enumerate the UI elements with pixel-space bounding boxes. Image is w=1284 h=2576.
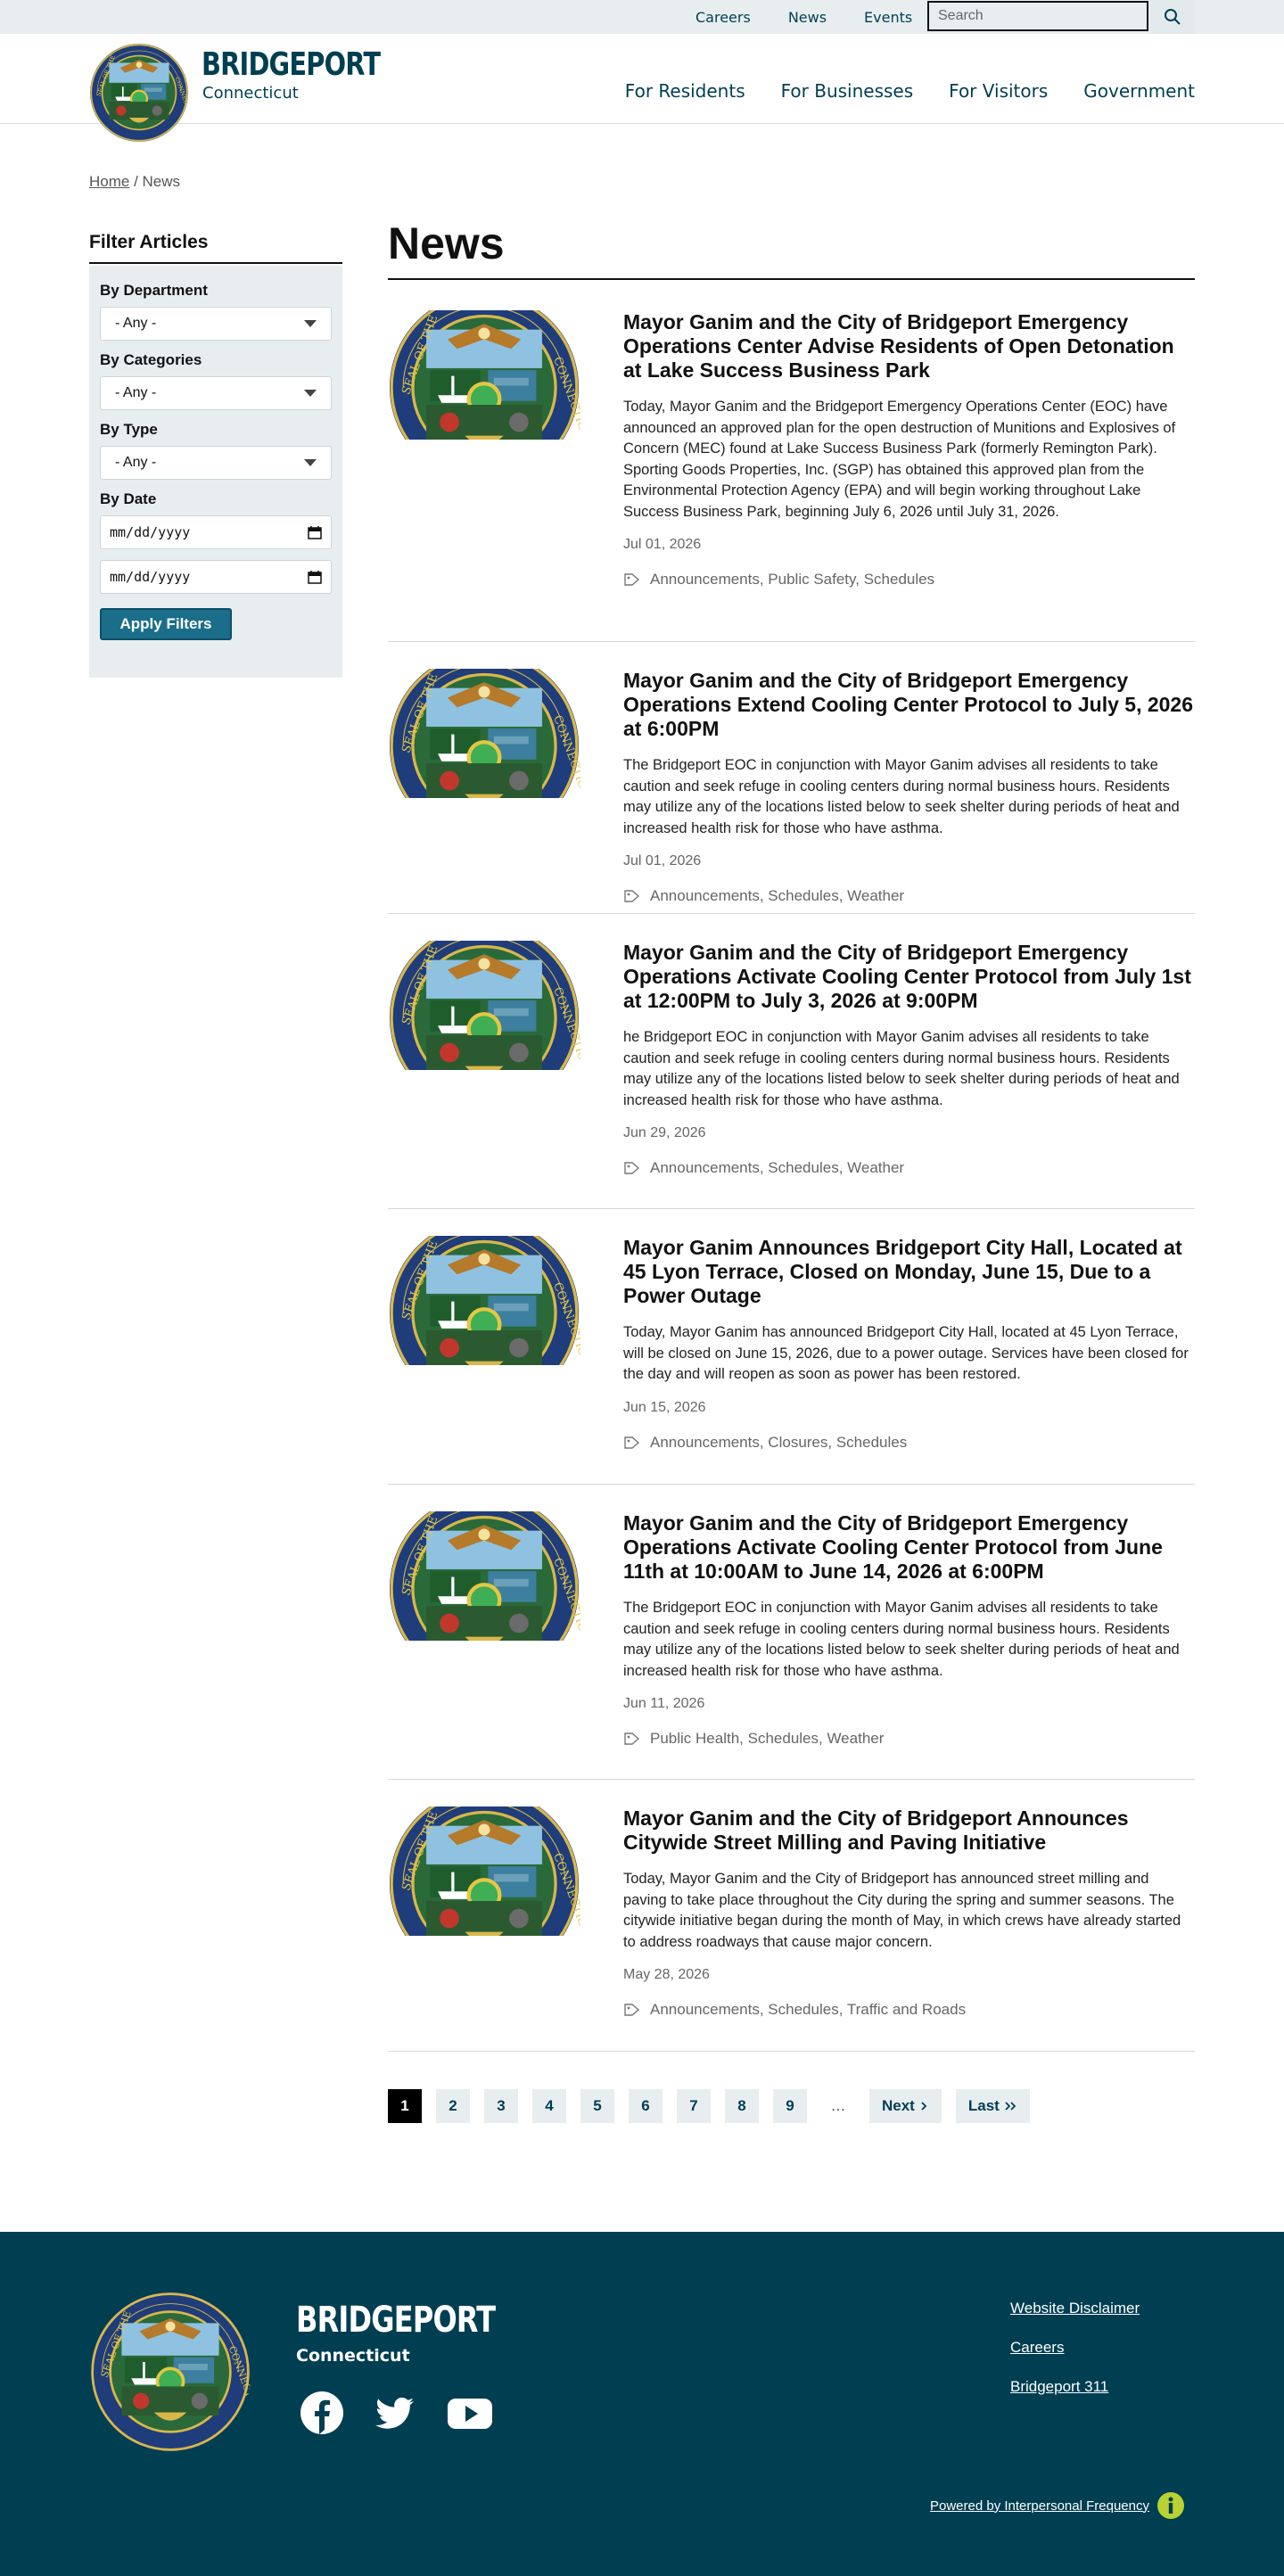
nav-for-businesses[interactable]: For Businesses	[780, 80, 914, 102]
date-label: By Date	[100, 490, 157, 507]
article-tags	[623, 1434, 1195, 1452]
article-item	[388, 1209, 1195, 1485]
article-date: Jul 01, 2026	[623, 853, 702, 868]
article-item	[388, 284, 1195, 642]
article-summary: Today, Mayor Ganim has announced Bridgeport City Hall, located at 45 Lyon Terrace, will be closed on June 15, 2026, due to a power outage. Services have been closed for the day and will reopen as soon as power has been restored.	[623, 1324, 1189, 1382]
last-page-button[interactable]	[956, 2089, 1030, 2123]
page-2-button[interactable]: 2	[436, 2089, 470, 2123]
article-date: Jun 11, 2026	[623, 1696, 705, 1711]
department-select-value: - Any -	[115, 316, 157, 331]
article-tags	[623, 887, 1195, 905]
article-summary: he Bridgeport EOC in conjunction with Mayor Ganim advises all residents to take caution and seek refuge in cooling centers during normal business hours. Residents may utilize any of the locations listed below to seek shelter during periods of heat and increased health risk for those who have asthma.	[623, 1029, 1180, 1108]
chevron-down-icon	[304, 459, 317, 466]
footer-link-bridgeport-311[interactable]: Bridgeport 311	[1010, 2378, 1109, 2395]
article-date: Jul 01, 2026	[623, 537, 702, 552]
page-4-button[interactable]: 4	[532, 2089, 566, 2123]
powered-by	[930, 2491, 1185, 2520]
date-to-input[interactable]	[100, 560, 332, 594]
type-label: By Type	[100, 421, 158, 438]
article-item	[388, 1485, 1195, 1780]
apply-filters-button[interactable]: Apply Filters	[100, 608, 232, 640]
tag-icon	[623, 2003, 641, 2017]
article-thumbnail[interactable]	[388, 1511, 580, 1641]
footer-link-careers[interactable]: Careers	[1010, 2339, 1065, 2356]
main-nav	[589, 80, 1195, 102]
nav-government[interactable]: Government	[1083, 80, 1195, 102]
article-tags-text[interactable]: Announcements, Schedules, Weather	[650, 1159, 905, 1176]
type-select-value: - Any -	[115, 455, 157, 470]
page-8-button[interactable]: 8	[725, 2089, 759, 2123]
brand-name[interactable]: BRIDGEPORT	[202, 46, 381, 83]
article-summary: Today, Mayor Ganim and the Bridgeport Emergency Operations Center (EOC) have announced an approved plan for the open destruction of Munitions and Explosives of Concern (MEC) found at Lake Success Business Park (formerly Remington Park). Sporting Goods Properties, Inc. (SGP) has obtained this approved plan from the Environmental Protection Agency (EPA) and will begin working throughout Lake Success Business Park, beginning July 6, 2026 until July 31, 2026.	[623, 399, 1176, 520]
chevron-right-icon	[918, 2101, 929, 2111]
page-1-button[interactable]: 1	[388, 2089, 422, 2123]
categories-label: By Categories	[100, 351, 202, 368]
breadcrumb-current: News	[142, 173, 181, 190]
article-title[interactable]: Mayor Ganim and the City of Bridgeport Emergency Operations Center Advise Residents of Open Detonation at Lake Success Business Park	[623, 310, 1174, 382]
article-tags-text[interactable]: Announcements, Schedules, Traffic and Roads	[650, 2001, 967, 2018]
article-tags	[623, 2001, 1195, 2019]
filter-panel	[89, 266, 342, 678]
breadcrumb-home[interactable]: Home	[89, 173, 130, 190]
article-thumbnail[interactable]	[388, 1236, 580, 1365]
social-links	[300, 2391, 523, 2440]
footer-links	[1010, 2300, 1140, 2417]
chevron-down-icon	[304, 320, 317, 327]
page-7-button[interactable]: 7	[677, 2089, 711, 2123]
department-label: By Department	[100, 282, 208, 299]
article-thumbnail[interactable]	[388, 669, 580, 798]
double-chevron-right-icon	[1003, 2101, 1017, 2111]
article-tags-text[interactable]: Public Health, Schedules, Weather	[650, 1730, 885, 1747]
department-select[interactable]	[100, 307, 332, 341]
footer-brand-name[interactable]: BRIDGEPORT	[296, 2300, 496, 2341]
date-from-placeholder: mm/dd/yyyy	[110, 524, 191, 540]
site-header	[0, 34, 1284, 124]
article-title[interactable]: Mayor Ganim and the City of Bridgeport Emergency Operations Activate Cooling Center Protocol from June 11th at 10:00AM to June 14, 2026 at 6:00PM	[623, 1511, 1163, 1583]
article-thumbnail[interactable]	[388, 1806, 580, 1936]
facebook-icon[interactable]	[300, 2391, 344, 2440]
youtube-icon[interactable]	[446, 2391, 494, 2440]
article-item	[388, 914, 1195, 1209]
article-tags	[623, 571, 1195, 588]
powered-by-link[interactable]: Powered by Interpersonal Frequency	[930, 2498, 1149, 2514]
breadcrumb	[89, 173, 180, 191]
type-select[interactable]	[100, 446, 332, 480]
article-tags	[623, 1730, 1195, 1748]
article-summary: The Bridgeport EOC in conjunction with Mayor Ganim advises all residents to take caution and seek refuge in cooling centers during normal business hours. Residents may utilize any of the locations listed below to seek shelter during periods of heat and increased health risk for those who have asthma.	[623, 1600, 1180, 1679]
utility-link-events[interactable]: Events	[864, 8, 913, 26]
article-list	[388, 284, 1195, 2052]
twitter-icon[interactable]	[373, 2391, 417, 2440]
footer-link-website-disclaimer[interactable]: Website Disclaimer	[1010, 2300, 1140, 2317]
page-5-button[interactable]: 5	[580, 2089, 614, 2123]
article-tags-text[interactable]: Announcements, Schedules, Weather	[650, 887, 905, 904]
article-summary: Today, Mayor Ganim and the City of Bridgeport has announced street milling and paving to take place throughout the City during the spring and summer seasons. The citywide initiative began during the month of May, in which crews have already started to address roadways that cause major concern.	[623, 1871, 1181, 1950]
date-from-input[interactable]	[100, 515, 332, 549]
tag-icon	[623, 1436, 641, 1450]
next-page-button[interactable]	[869, 2089, 942, 2123]
article-tags-text[interactable]: Announcements, Public Safety, Schedules	[650, 571, 935, 588]
article-date: Jun 29, 2026	[623, 1125, 706, 1140]
city-seal-logo[interactable]	[89, 2291, 251, 2453]
utility-bar	[0, 0, 1284, 34]
tag-icon	[623, 1732, 641, 1746]
article-date: Jun 15, 2026	[623, 1399, 706, 1415]
date-to-placeholder: mm/dd/yyyy	[110, 569, 191, 585]
search-input[interactable]	[927, 1, 1148, 31]
article-item	[388, 642, 1195, 914]
article-title[interactable]: Mayor Ganim and the City of Bridgeport Emergency Operations Activate Cooling Center Protocol from July 1st at 12:00PM to July 3, 2026 at 9:00PM	[623, 941, 1191, 1012]
city-seal-logo[interactable]	[89, 43, 189, 143]
page-6-button[interactable]: 6	[629, 2089, 663, 2123]
page-3-button[interactable]: 3	[484, 2089, 518, 2123]
nav-for-residents[interactable]: For Residents	[624, 80, 745, 102]
calendar-icon[interactable]	[308, 570, 322, 584]
article-thumbnail[interactable]	[388, 310, 580, 440]
pagination	[388, 2089, 1044, 2123]
article-tags-text[interactable]: Announcements, Closures, Schedules	[650, 1433, 908, 1451]
utility-link-news[interactable]: News	[787, 8, 827, 26]
tag-icon	[623, 1161, 641, 1175]
search-icon	[1164, 8, 1181, 26]
article-item	[388, 1780, 1195, 2052]
article-title[interactable]: Mayor Ganim and the City of Bridgeport Announces Citywide Street Milling and Paving Initiative	[623, 1806, 1129, 1854]
breadcrumb-separator: /	[129, 173, 143, 190]
page-title: News	[388, 218, 1195, 280]
article-thumbnail[interactable]	[388, 941, 580, 1070]
article-title[interactable]: Mayor Ganim and the City of Bridgeport Emergency Operations Extend Cooling Center Protocol to July 5, 2026 at 6:00PM	[623, 669, 1194, 740]
next-page-label: Next	[882, 2097, 915, 2114]
chevron-down-icon	[304, 390, 317, 397]
interpersonal-frequency-logo-icon[interactable]	[1156, 2491, 1185, 2520]
search-button[interactable]	[1150, 0, 1195, 34]
last-page-label: Last	[967, 2097, 1000, 2114]
filter-title: Filter Articles	[89, 232, 342, 264]
nav-for-visitors[interactable]: For Visitors	[949, 80, 1049, 102]
calendar-icon[interactable]	[308, 525, 322, 539]
article-date: May 28, 2026	[623, 1967, 710, 1982]
utility-link-careers[interactable]: Careers	[696, 8, 751, 26]
article-title[interactable]: Mayor Ganim Announces Bridgeport City Hall, Located at 45 Lyon Terrace, Closed on Monday, June 15, Due to a Power Outage	[623, 1236, 1182, 1307]
footer-brand-subtitle: Connecticut	[296, 2346, 410, 2366]
site-footer	[0, 2232, 1284, 2576]
article-tags	[623, 1159, 1195, 1177]
categories-select-value: - Any -	[115, 385, 157, 400]
page-9-button[interactable]: 9	[773, 2089, 807, 2123]
article-summary: The Bridgeport EOC in conjunction with Mayor Ganim advises all residents to take caution and seek refuge in cooling centers during normal business hours. Residents may utilize any of the locations listed below to seek shelter during periods of heat and increased health risk for those who have asthma.	[623, 757, 1180, 836]
categories-select[interactable]	[100, 376, 332, 410]
tag-icon	[623, 889, 641, 903]
brand-subtitle: Connecticut	[202, 84, 299, 103]
tag-icon	[623, 572, 641, 587]
pagination-ellipsis: …	[830, 2097, 846, 2114]
